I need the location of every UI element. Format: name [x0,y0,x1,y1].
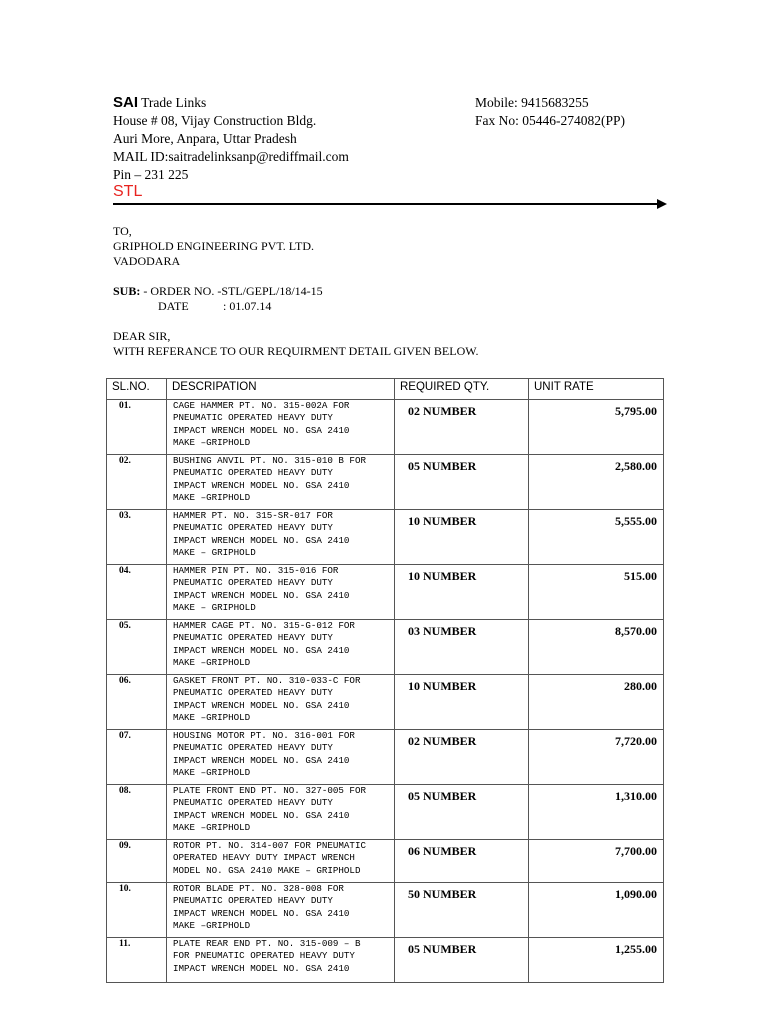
address-line-2: Auri More, Anpara, Uttar Pradesh [113,131,297,146]
pin-code: Pin – 231 225 [113,167,189,182]
recipient-city: VADODARA [113,254,181,268]
company-name-rest: Trade Links [141,95,207,110]
table-row [107,785,664,840]
row-unit-rate: 1,310.00 [529,785,664,840]
row-description: ROTOR PT. NO. 314-007 FOR PNEUMATIC OPERATED HEAVY DUTY IMPACT WRENCH MODEL NO. GSA 2410 MAKE – GRIPHOLD [167,840,395,883]
header-description: DESCRIPATION [167,379,395,400]
row-sl-no: 11. [107,938,167,983]
date-label: DATE [158,299,189,313]
row-description: HOUSING MOTOR PT. NO. 316-001 FOR PNEUMATIC OPERATED HEAVY DUTY IMPACT WRENCH MODEL NO. GSA 2410 MAKE –GRIPHOLD [167,730,395,785]
brand-name: SAI [113,94,139,111]
row-sl-no: 01. [107,400,167,455]
row-description: ROTOR BLADE PT. NO. 328-008 FOR PNEUMATIC OPERATED HEAVY DUTY IMPACT WRENCH MODEL NO. GSA 2410 MAKE –GRIPHOLD [167,883,395,938]
recipient-company: GRIPHOLD ENGINEERING PVT. LTD. [113,239,314,253]
table-row [107,675,664,730]
row-sl-no: 04. [107,565,167,620]
row-unit-rate: 1,255.00 [529,938,664,983]
row-unit-rate: 7,700.00 [529,840,664,883]
arrow-head-icon [657,199,667,209]
row-unit-rate: 1,090.00 [529,883,664,938]
row-unit-rate: 2,580.00 [529,455,664,510]
row-description: CAGE HAMMER PT. NO. 315-002A FOR PNEUMATIC OPERATED HEAVY DUTY IMPACT WRENCH MODEL NO. GSA 2410 MAKE –GRIPHOLD [167,400,395,455]
row-quantity: 05 NUMBER [395,455,529,510]
company-name [113,94,206,112]
row-unit-rate: 8,570.00 [529,620,664,675]
table-row [107,455,664,510]
row-description: HAMMER PIN PT. NO. 315-016 FOR PNEUMATIC OPERATED HEAVY DUTY IMPACT WRENCH MODEL NO. GSA 2410 MAKE – GRIPHOLD [167,565,395,620]
row-sl-no: 02. [107,455,167,510]
order-number: - ORDER NO. -STL/GEPL/18/14-15 [140,284,323,298]
row-sl-no: 09. [107,840,167,883]
date-value: : 01.07.14 [223,299,272,313]
row-sl-no: 10. [107,883,167,938]
row-description: BUSHING ANVIL PT. NO. 315-010 B FOR PNEUMATIC OPERATED HEAVY DUTY IMPACT WRENCH MODEL NO. GSA 2410 MAKE –GRIPHOLD [167,455,395,510]
fax-number: Fax No: 05446-274082(PP) [475,113,626,128]
header-required-qty: REQUIRED QTY. [395,379,529,400]
table-row [107,620,664,675]
header-divider [113,203,661,205]
row-quantity: 10 NUMBER [395,510,529,565]
header-sl-no: SL.NO. [107,379,167,400]
table-row [107,883,664,938]
row-quantity: 06 NUMBER [395,840,529,883]
row-unit-rate: 280.00 [529,675,664,730]
subject-label: SUB: [113,284,141,298]
table-row [107,400,664,455]
mobile-number: Mobile: 9415683255 [475,95,589,110]
stl-logo: STL [113,183,143,200]
row-sl-no: 05. [107,620,167,675]
row-quantity: 05 NUMBER [395,938,529,983]
row-quantity: 05 NUMBER [395,785,529,840]
row-quantity: 02 NUMBER [395,730,529,785]
table-row [107,730,664,785]
row-unit-rate: 5,795.00 [529,400,664,455]
row-quantity: 10 NUMBER [395,675,529,730]
row-description: HAMMER CAGE PT. NO. 315-G-012 FOR PNEUMATIC OPERATED HEAVY DUTY IMPACT WRENCH MODEL NO. GSA 2410 MAKE –GRIPHOLD [167,620,395,675]
table-row [107,565,664,620]
salutation: DEAR SIR, [113,329,171,343]
subject-line [113,284,323,299]
intro-text: WITH REFERANCE TO OUR REQUIRMENT DETAIL GIVEN BELOW. [113,344,479,358]
row-unit-rate: 515.00 [529,565,664,620]
table-row [107,510,664,565]
row-sl-no: 08. [107,785,167,840]
table-row [107,938,664,983]
row-sl-no: 06. [107,675,167,730]
header-unit-rate: UNIT RATE [529,379,664,400]
row-description: PLATE REAR END PT. NO. 315-009 – B FOR PNEUMATIC OPERATED HEAVY DUTY IMPACT WRENCH MODEL NO. GSA 2410 [167,938,395,983]
row-quantity: 50 NUMBER [395,883,529,938]
row-description: PLATE FRONT END PT. NO. 327-005 FOR PNEUMATIC OPERATED HEAVY DUTY IMPACT WRENCH MODEL NO. GSA 2410 MAKE –GRIPHOLD [167,785,395,840]
row-quantity: 02 NUMBER [395,400,529,455]
row-quantity: 03 NUMBER [395,620,529,675]
row-sl-no: 03. [107,510,167,565]
row-unit-rate: 7,720.00 [529,730,664,785]
row-unit-rate: 5,555.00 [529,510,664,565]
items-table [106,378,664,983]
table-row [107,840,664,883]
table-header-row [107,379,664,400]
row-quantity: 10 NUMBER [395,565,529,620]
row-description: HAMMER PT. NO. 315-SR-017 FOR PNEUMATIC OPERATED HEAVY DUTY IMPACT WRENCH MODEL NO. GSA 2410 MAKE – GRIPHOLD [167,510,395,565]
row-sl-no: 07. [107,730,167,785]
mail-id: MAIL ID:saitradelinksanp@rediffmail.com [113,149,349,164]
to-label: TO, [113,224,132,238]
row-description: GASKET FRONT PT. NO. 310-033-C FOR PNEUMATIC OPERATED HEAVY DUTY IMPACT WRENCH MODEL NO. GSA 2410 MAKE –GRIPHOLD [167,675,395,730]
address-line-1: House # 08, Vijay Construction Bldg. [113,113,317,128]
